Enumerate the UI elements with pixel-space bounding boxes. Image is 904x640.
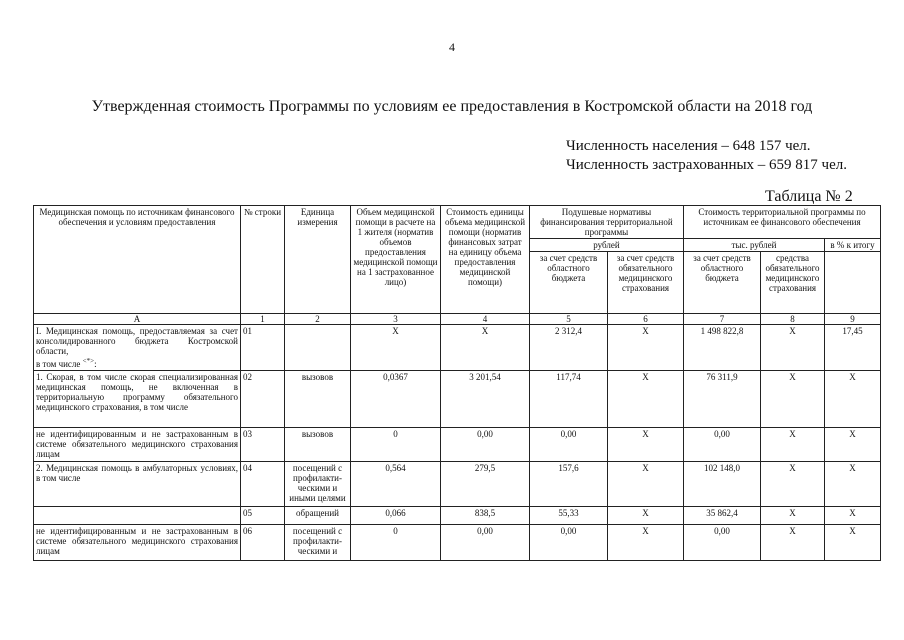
row-unit <box>285 325 351 371</box>
row-percent: Х <box>825 507 881 525</box>
row-name: не идентифицированным и не застрахованным в системе обязательного медицинского страхования лицам <box>34 428 241 462</box>
row-line-number: 03 <box>241 428 285 462</box>
row-cost-budget: 0,00 <box>684 428 761 462</box>
index-cell: 1 <box>241 314 285 325</box>
header-col-4: Стоимость единицы объема медицинской помощи (норматив финансовых затрат на единицу объема предоставления медицинской помощи) <box>441 206 530 314</box>
table-label: Таблица № 2 <box>765 188 853 205</box>
row-unit-cost: 3 201,54 <box>441 371 530 428</box>
row-unit-cost: 0,00 <box>441 428 530 462</box>
row-cost-budget: 0,00 <box>684 525 761 561</box>
row-cost-budget: 76 311,9 <box>684 371 761 428</box>
row-cost-budget: 35 862,4 <box>684 507 761 525</box>
row-name-text: I. Медицинская помощь, предоставляемая за счет консолидированного бюджета Костромской области, <box>36 326 238 356</box>
index-cell: 8 <box>761 314 825 325</box>
row-name: 1. Скорая, в том числе скорая специализированная медицинская помощь, не включенная в территориальную программу обязательного медицинского страхования, в том числе <box>34 371 241 428</box>
row-unit: вызовов <box>285 371 351 428</box>
footnote-marker: <*> <box>82 357 95 365</box>
index-cell: 5 <box>530 314 608 325</box>
index-cell: А <box>34 314 241 325</box>
row-cost-oms: Х <box>761 507 825 525</box>
header-col-a: Медицинская помощь по источникам финансового обеспечения и условиям предоставления <box>34 206 241 314</box>
row-cost-oms: Х <box>761 371 825 428</box>
row-name: 2. Медицинская помощь в амбулаторных условиях, в том числе <box>34 462 241 507</box>
table-row <box>34 325 881 371</box>
row-per-capita-oms: Х <box>608 507 684 525</box>
row-line-number: 02 <box>241 371 285 428</box>
index-cell: 7 <box>684 314 761 325</box>
index-cell: 3 <box>351 314 441 325</box>
row-line-number: 01 <box>241 325 285 371</box>
row-line-number: 05 <box>241 507 285 525</box>
table-row <box>34 428 881 462</box>
document-title: Утвержденная стоимость Программы по условиям ее предоставления в Костромской области на 2018 год <box>91 98 813 115</box>
row-percent: Х <box>825 462 881 507</box>
table-row <box>34 525 881 561</box>
header-col-8: средства обязательного медицинского страхования <box>761 252 825 314</box>
row-volume: Х <box>351 325 441 371</box>
row-name: не идентифицированным и не застрахованным в системе обязательного медицинского страхования лицам <box>34 525 241 561</box>
header-col-9: в % к итогу <box>825 239 881 252</box>
row-per-capita-budget: 2 312,4 <box>530 325 608 371</box>
row-per-capita-budget: 117,74 <box>530 371 608 428</box>
header-group-cost: Стоимость территориальной программы по источникам ее финансового обеспечения <box>684 206 881 239</box>
header-col-7: за счет средств областного бюджета <box>684 252 761 314</box>
header-col-9-blank <box>825 252 881 314</box>
row-volume: 0,564 <box>351 462 441 507</box>
row-cost-budget: 102 148,0 <box>684 462 761 507</box>
row-per-capita-oms: Х <box>608 325 684 371</box>
row-name <box>34 325 241 371</box>
row-per-capita-oms: Х <box>608 462 684 507</box>
row-unit-cost: Х <box>441 325 530 371</box>
row-unit-cost: 279,5 <box>441 462 530 507</box>
row-percent: 17,45 <box>825 325 881 371</box>
header-col-1: № строки <box>241 206 285 314</box>
row-cost-oms: Х <box>761 325 825 371</box>
row-percent: Х <box>825 371 881 428</box>
header-unit-thousand-rubles: тыс. рублей <box>684 239 825 252</box>
row-percent: Х <box>825 428 881 462</box>
row-cost-oms: Х <box>761 462 825 507</box>
row-per-capita-oms: Х <box>608 428 684 462</box>
index-cell: 4 <box>441 314 530 325</box>
table-row <box>34 371 881 428</box>
population-line: Численность населения – 648 157 чел. <box>566 138 811 154</box>
index-cell: 2 <box>285 314 351 325</box>
insured-population-line: Численность застрахованных – 659 817 чел. <box>566 157 847 173</box>
page-number: 4 <box>449 40 455 54</box>
row-name-tail: в том числе <box>36 359 81 369</box>
header-col-3: Объем медицинской помощи в расчете на 1 жителя (норматив объемов предоставления медицинской помощи на 1 застрахованное лицо) <box>351 206 441 314</box>
row-cost-oms: Х <box>761 525 825 561</box>
row-line-number: 06 <box>241 525 285 561</box>
header-col-5: за счет средств областного бюджета <box>530 252 608 314</box>
row-percent: Х <box>825 525 881 561</box>
row-volume: 0 <box>351 428 441 462</box>
row-unit: обращений <box>285 507 351 525</box>
row-cost-budget: 1 498 822,8 <box>684 325 761 371</box>
index-cell: 6 <box>608 314 684 325</box>
row-unit-cost: 0,00 <box>441 525 530 561</box>
header-unit-rubles: рублей <box>530 239 684 252</box>
row-per-capita-oms: Х <box>608 525 684 561</box>
row-per-capita-budget: 0,00 <box>530 525 608 561</box>
row-per-capita-budget: 55,33 <box>530 507 608 525</box>
row-volume: 0,066 <box>351 507 441 525</box>
row-cost-oms: Х <box>761 428 825 462</box>
row-unit: вызовов <box>285 428 351 462</box>
row-per-capita-budget: 0,00 <box>530 428 608 462</box>
row-name <box>34 507 241 525</box>
row-line-number: 04 <box>241 462 285 507</box>
cost-table <box>33 205 881 561</box>
row-per-capita-oms: Х <box>608 371 684 428</box>
header-group-per-capita: Подушевые нормативы финансирования территориальной программы <box>530 206 684 239</box>
row-unit: посещений с профилакти-ческими и иными целями <box>285 462 351 507</box>
column-index-row <box>34 314 881 325</box>
table-row <box>34 507 881 525</box>
table-row <box>34 462 881 507</box>
header-col-6: за счет средств обязательного медицинского страхования <box>608 252 684 314</box>
row-volume: 0,0367 <box>351 371 441 428</box>
row-volume: 0 <box>351 525 441 561</box>
row-unit-cost: 838,5 <box>441 507 530 525</box>
row-per-capita-budget: 157,6 <box>530 462 608 507</box>
header-col-2: Единица измерения <box>285 206 351 314</box>
row-unit: посещений с профилакти-ческими и <box>285 525 351 561</box>
row-name-colon: : <box>94 359 97 369</box>
index-cell: 9 <box>825 314 881 325</box>
